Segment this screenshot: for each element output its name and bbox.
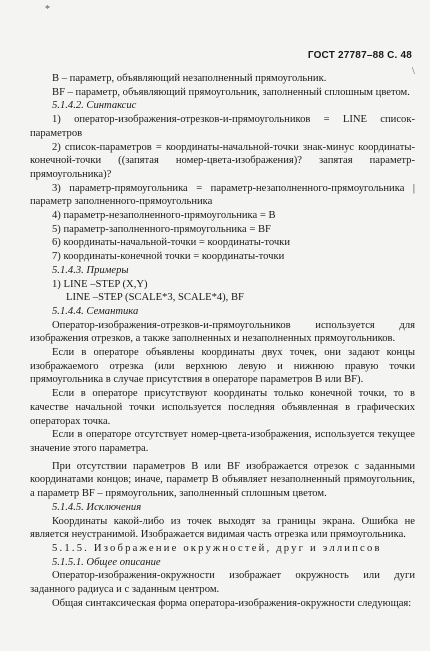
syntax-rule-1: 1) оператор-изображения-отрезков-и-прямоугольников = LINE список-параметров (30, 114, 415, 139)
syntax-rule-4: 4) параметр-незаполненного-прямоугольника = B (52, 210, 276, 222)
general-syntax-intro: Общая синтаксическая форма оператора-изображения-окружности следующая: (52, 597, 412, 609)
section-heading-circles: 5.1.5. Изображение окружностей, друг и эллипсов (52, 542, 382, 554)
syntax-rule-2: 2) список-параметров = координаты-начальной-точки знак-минус координаты-конечной-точки ((запятая номер-цвета-изображения)? запятая параметр-прямоугольника)? (30, 141, 415, 180)
document-body (30, 72, 415, 610)
semantics-paragraph-5: При отсутствии параметров B или BF изображается отрезок с заданными координатами концов; иначе, параметр B объявляет незаполненный прямоугольник, а параметр BF – прямоугольник, заполненный сплошным цветом. (30, 460, 415, 500)
heading-examples: 5.1.4.3. Примеры (52, 264, 129, 276)
syntax-rule-7: 7) координаты-конечной точки = координаты-точки (52, 251, 285, 263)
semantics-paragraph-1: Оператор-изображения-отрезков-и-прямоугольников используется для изображения отрезков, а также заполненных и незаполненных прямоугольников. (30, 319, 415, 345)
semantics-paragraph-4: Если в операторе отсутствует номер-цвета-изображения, используется текущее значение этого параметра. (30, 429, 415, 454)
example-2: LINE –STEP (SCALE*3, SCALE*4), BF (66, 292, 244, 304)
heading-exceptions: 5.1.4.5. Исключения (52, 501, 142, 513)
paragraph-bf-param: BF – параметр, объявляющий прямоугольник, заполненный сплошным цветом. (52, 86, 410, 98)
scan-mark-top-left: * (45, 4, 50, 15)
semantics-paragraph-2: Если в операторе объявлены координаты двух точек, они задают концы изображаемого отрезка (или верхнюю левую и нижнюю правую точки прямоугольника в случае присутствия в операторе параметров B или BF). (30, 347, 415, 386)
heading-syntax: 5.1.4.2. Синтаксис (52, 100, 137, 112)
paragraph-b-param: B – параметр, объявляющий незаполненный прямоугольник. (52, 73, 327, 84)
semantics-paragraph-3: Если в операторе присутствуют координаты только конечной точки, то в качестве начальной точки используется последняя объявленная в графических операторах точка. (30, 388, 415, 427)
general-description-paragraph: Оператор-изображения-окружности изображает окружность или дуги заданного радиуса и с заданным центром. (30, 570, 415, 596)
syntax-rule-5: 5) параметр-заполненного-прямоугольника = BF (52, 223, 271, 235)
heading-general-description: 5.1.5.1. Общее описание (52, 556, 161, 568)
scan-mark-top-right: \ (412, 66, 415, 77)
syntax-rule-3: 3) параметр-прямоугольника = параметр-незаполненного-прямоугольника | параметр заполненного-прямоугольника (30, 182, 415, 208)
page-header: ГОСТ 27787–88 С. 48 (307, 50, 412, 61)
syntax-rule-6: 6) координаты-начальной-точки = координаты-точки (52, 237, 290, 249)
heading-semantics: 5.1.4.4. Семантика (52, 305, 139, 317)
exceptions-paragraph: Координаты какой-либо из точек выходят за границы экрана. Ошибка не является неустранимой. Изображается видимая часть отрезка или прямоугольника. (30, 515, 415, 541)
example-1: 1) LINE –STEP (X,Y) (52, 278, 148, 290)
